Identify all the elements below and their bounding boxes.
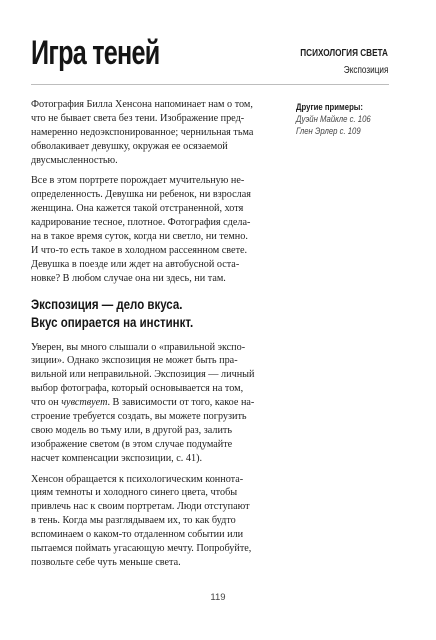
text-line: Все в этом портрете порождает мучительную не-	[31, 175, 245, 187]
text-line: изображение светом (в этом случае подумайте	[31, 438, 233, 450]
sidebar-examples	[296, 101, 396, 137]
section-label: ПСИХОЛОГИЯ СВЕТА	[300, 48, 388, 59]
text-line: привлечь нас к своим портретам. Люди отступают	[31, 501, 250, 513]
text-line: пытаемся поймать угасающую мечту. Попробуйте,	[31, 543, 252, 555]
text-line: И что-то есть такое в холодном рассеянном свете.	[31, 244, 248, 256]
text-line: новке? В любом случае она ни здесь, ни там.	[31, 272, 226, 284]
text-line: определенность. Девушка ни ребенок, ни взрослая	[31, 189, 251, 201]
emphasis-text: чувствует	[61, 397, 108, 409]
text-line: на в такое время суток, когда ни светло, ни темно.	[31, 231, 248, 243]
text-line: двусмысленностью.	[31, 154, 118, 166]
text-line: свою модель во тьму или, в другой раз, залить	[31, 424, 233, 436]
text-line: Фотография Билла Хенсона напоминает нам о том,	[31, 99, 253, 110]
text-line: циям темноты и холодного синего цвета, чтобы	[31, 487, 238, 499]
text-line: позвольте себе чуть меньше света.	[31, 556, 181, 568]
sidebar-heading: Другие примеры:	[296, 102, 363, 112]
subheading	[31, 295, 287, 331]
text-line: что не бывает света без тени. Изображение пред-	[31, 112, 245, 124]
text-line	[31, 396, 287, 410]
page-title: Игра теней	[31, 34, 160, 72]
header-divider	[31, 84, 389, 85]
section-subtitle: Экспозиция	[343, 65, 388, 76]
text-line: вспоминаем о каком-то отдаленном событии или	[31, 529, 244, 541]
text-line: выбор фотографа, который основывается на том,	[31, 383, 244, 395]
subheading-line: Вкус опирается на инстинкт.	[31, 313, 194, 330]
text-line: насчет компенсации экспозиции, с. 41).	[31, 452, 203, 464]
text-line: женщина. Она кажется такой отстраненной, хотя	[31, 203, 244, 215]
text-line: Уверен, вы много слышали о «правильной экспо-	[31, 341, 246, 353]
main-text	[31, 98, 287, 577]
text-line: кадрирование тесное, плотное. Фотография сдела-	[31, 217, 251, 229]
paragraph-2	[31, 174, 287, 285]
text-line: Хенсон обращается к психологическим коннота-	[31, 473, 244, 485]
text-line: вильной или неправильной. Экспозиция — личный	[31, 369, 255, 381]
text-run: . В зависимости от того, какое на-	[107, 397, 255, 409]
sidebar-item: Глен Эрлер с. 109	[296, 126, 361, 136]
text-run: что он	[31, 397, 62, 409]
text-line: строение требуется создать, вы можете погрузить	[31, 411, 247, 423]
subheading-line: Экспозиция — дело вкуса.	[31, 295, 183, 312]
text-line: зиции». Однако экспозиция не может быть пра-	[31, 355, 238, 367]
text-line: Девушка в поезде или ждет на автобусной оста-	[31, 258, 240, 270]
paragraph-1	[31, 98, 287, 167]
text-line: в тень. Когда мы разглядываем их, то как будто	[31, 515, 236, 527]
page-number: 119	[210, 592, 226, 603]
text-line: обволакивает девушку, окружая ее осязаемой	[31, 140, 228, 152]
sidebar-item: Дуэйн Майкле с. 106	[296, 114, 371, 124]
paragraph-3	[31, 341, 287, 466]
paragraph-4	[31, 473, 287, 570]
text-line: намеренно недоэкспонированное; чернильная тьма	[31, 126, 254, 138]
